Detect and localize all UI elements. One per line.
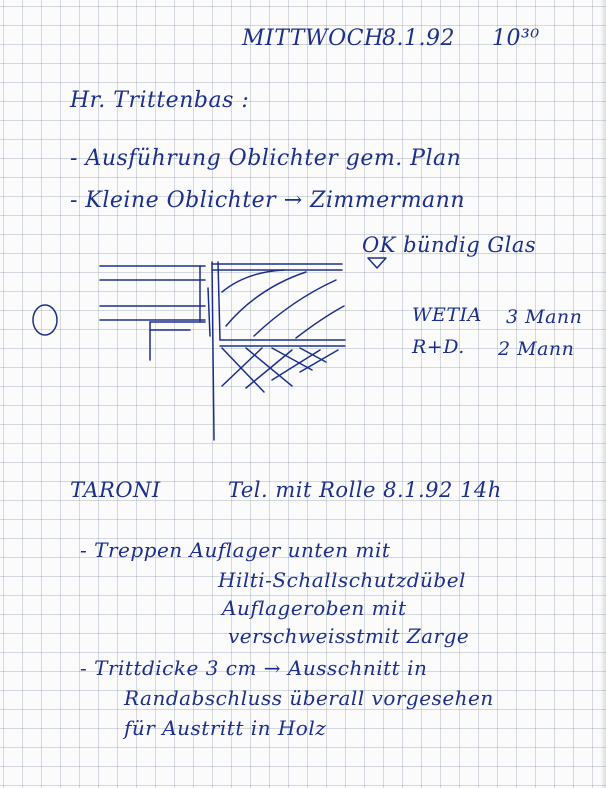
section1-bullet-1: - Ausführung Oblichter gem. Plan [70,146,462,171]
side-note-value-2: 2 Mann [498,338,575,360]
header-date: 8.1.92 [382,26,455,51]
section2-bullet1-line-3: Auflageroben mit [222,596,407,620]
section2-bullet1-line-2: Hilti-Schallschutzdübel [218,568,466,592]
section2-title: TARONI [70,478,161,502]
section2-call-note: Tel. mit Rolle 8.1.92 14h [228,478,502,502]
section2-bullet2-line-3: für Austritt in Holz [124,716,327,740]
side-note-label-1: WETIA [412,304,482,326]
section2-bullet1-line-4: verschweisstmit Zarge [228,624,470,648]
sketch-note: OK bündig Glas [362,233,537,257]
side-note-label-2: R+D. [412,336,465,358]
section1-title: Hr. Trittenbas : [70,88,250,113]
section1-bullet-2: - Kleine Oblichter → Zimmermann [70,188,466,213]
side-note-value-1: 3 Mann [506,306,583,328]
section2-bullet2-line-1: - Trittdicke 3 cm → Ausschnitt in [80,656,428,680]
header-time: 10³⁰ [492,26,540,51]
section2-bullet1-line-1: - Treppen Auflager unten mit [80,538,391,562]
header-day: MITTWOCH [242,26,384,51]
section2-bullet2-line-2: Randabschluss überall vorgesehen [124,686,494,710]
